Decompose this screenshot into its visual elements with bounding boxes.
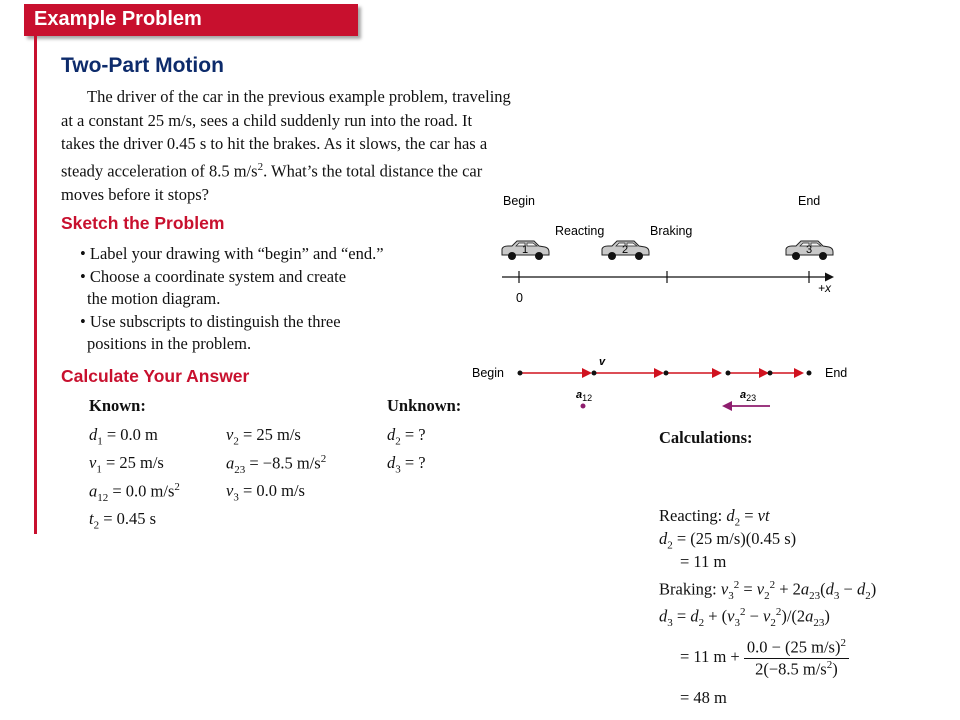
calc-braking: Braking: $v_3^2 = v_2^2 + 2a_{23}(d_3 - d_2)$ (659, 579, 877, 602)
motion-sketch (440, 185, 860, 425)
bullet-3: • Use subscripts to distinguish the three (80, 311, 341, 331)
car-3 (786, 241, 833, 260)
motion-dot-4 (726, 371, 731, 376)
begin-label: Begin (503, 194, 535, 208)
example-problem-banner (24, 4, 358, 36)
known-a12: $a_{12} = 0.0$ $m/s^2$ (89, 481, 180, 504)
bullet-2: • Choose a coordinate system and create (80, 266, 347, 286)
accel-suffix: . (263, 161, 272, 180)
braking-label: Braking (650, 224, 693, 238)
known-t2: $t_2 = 0.45$ s (89, 509, 157, 532)
axis-label: +x (818, 281, 832, 295)
car-1 (502, 241, 549, 260)
motion-dot-5 (768, 371, 773, 376)
calc-d3-result: = 48 m (680, 688, 727, 707)
a12-label: $a_{12}$ (576, 389, 593, 403)
known-heading: Known: (89, 396, 146, 415)
a12-zero-vector (581, 404, 586, 409)
problem-line-3: takes the driver 0.45 s to hit the brakes. As it slows, the car has a (61, 134, 488, 153)
known-a23: $a_{23} = -8.5$ $m/s^2$ (226, 453, 327, 476)
unknown-heading: Unknown: (387, 396, 462, 415)
bullet-3-cont: positions in the problem. (87, 334, 252, 353)
known-v3: $v_3 = 0.0$ m/s (226, 481, 305, 504)
known-d1: $d_1 = 0.0$ m (89, 425, 158, 448)
problem-line-5: moves before it stops? (61, 184, 210, 204)
motion-dot-1 (518, 371, 523, 376)
end-label: End (798, 194, 821, 208)
bullet-1: • Label your drawing with “begin” and “end.” (80, 244, 384, 263)
accel-exponent: 2 (257, 160, 264, 173)
a23-label: $a_{23}$ (740, 389, 757, 403)
calc-reacting: Reacting: $d_2$ = vt (659, 506, 770, 529)
calc-d2-sub: $d_2 = (25$ m/s)(0.45 s) (659, 529, 797, 552)
car-2-number: 2 (621, 244, 629, 256)
problem-line-2: at a constant 25 m/s, sees a child suddenly run into the road. It (61, 110, 473, 130)
motion-dot-2 (592, 371, 597, 376)
car-1-number: 1 (521, 244, 529, 256)
problem-line-4 (61, 156, 601, 183)
margin-rule (34, 36, 37, 534)
banner-title: Example Problem (34, 8, 202, 30)
known-v1: $v_1 = 25$ m/s (89, 453, 164, 476)
problem-line-1: The driver of the car in the previous example problem, traveling (87, 87, 511, 106)
calculations-heading: Calculations: (659, 428, 753, 447)
known-v2: $v_2 = 25$ m/s (226, 425, 301, 448)
reacting-label: Reacting (555, 224, 605, 238)
sketch-heading: Sketch the Problem (61, 213, 225, 233)
problem-line-4-tail: What’s the total distance the car (271, 161, 483, 180)
bullet-2-cont: the motion diagram. (87, 289, 221, 308)
calculate-heading: Calculate Your Answer (61, 366, 250, 386)
accel-prefix: steady acceleration of 8.5 m/s (61, 161, 258, 180)
origin-label: 0 (516, 291, 523, 305)
car-3-number: 3 (805, 244, 813, 256)
motion-end-label: End (825, 366, 848, 380)
motion-dot-6 (807, 371, 812, 376)
motion-begin-label: Begin (472, 366, 504, 380)
calc-d2-result: = 11 m (680, 552, 727, 571)
unknown-d3: $d_3$ = ? (387, 453, 426, 476)
problem-title: Two-Part Motion (61, 54, 224, 77)
velocity-label: v (599, 356, 606, 368)
car-2 (602, 241, 649, 260)
sketch-bullets (80, 243, 460, 356)
calc-d3-formula: $d_3 = d_2 + (v_3^2 - v_2^2)/(2a_{23})$ (659, 606, 830, 629)
unknown-d2: $d_2$ = ? (387, 425, 426, 448)
calc-d3-substitution: = 11 m + $\frac{0.0 - (25 m/s)^2}{2(-8.5 m/s^2)}$ (680, 637, 849, 679)
motion-dot-3 (664, 371, 669, 376)
a23-arrowhead (722, 401, 732, 411)
